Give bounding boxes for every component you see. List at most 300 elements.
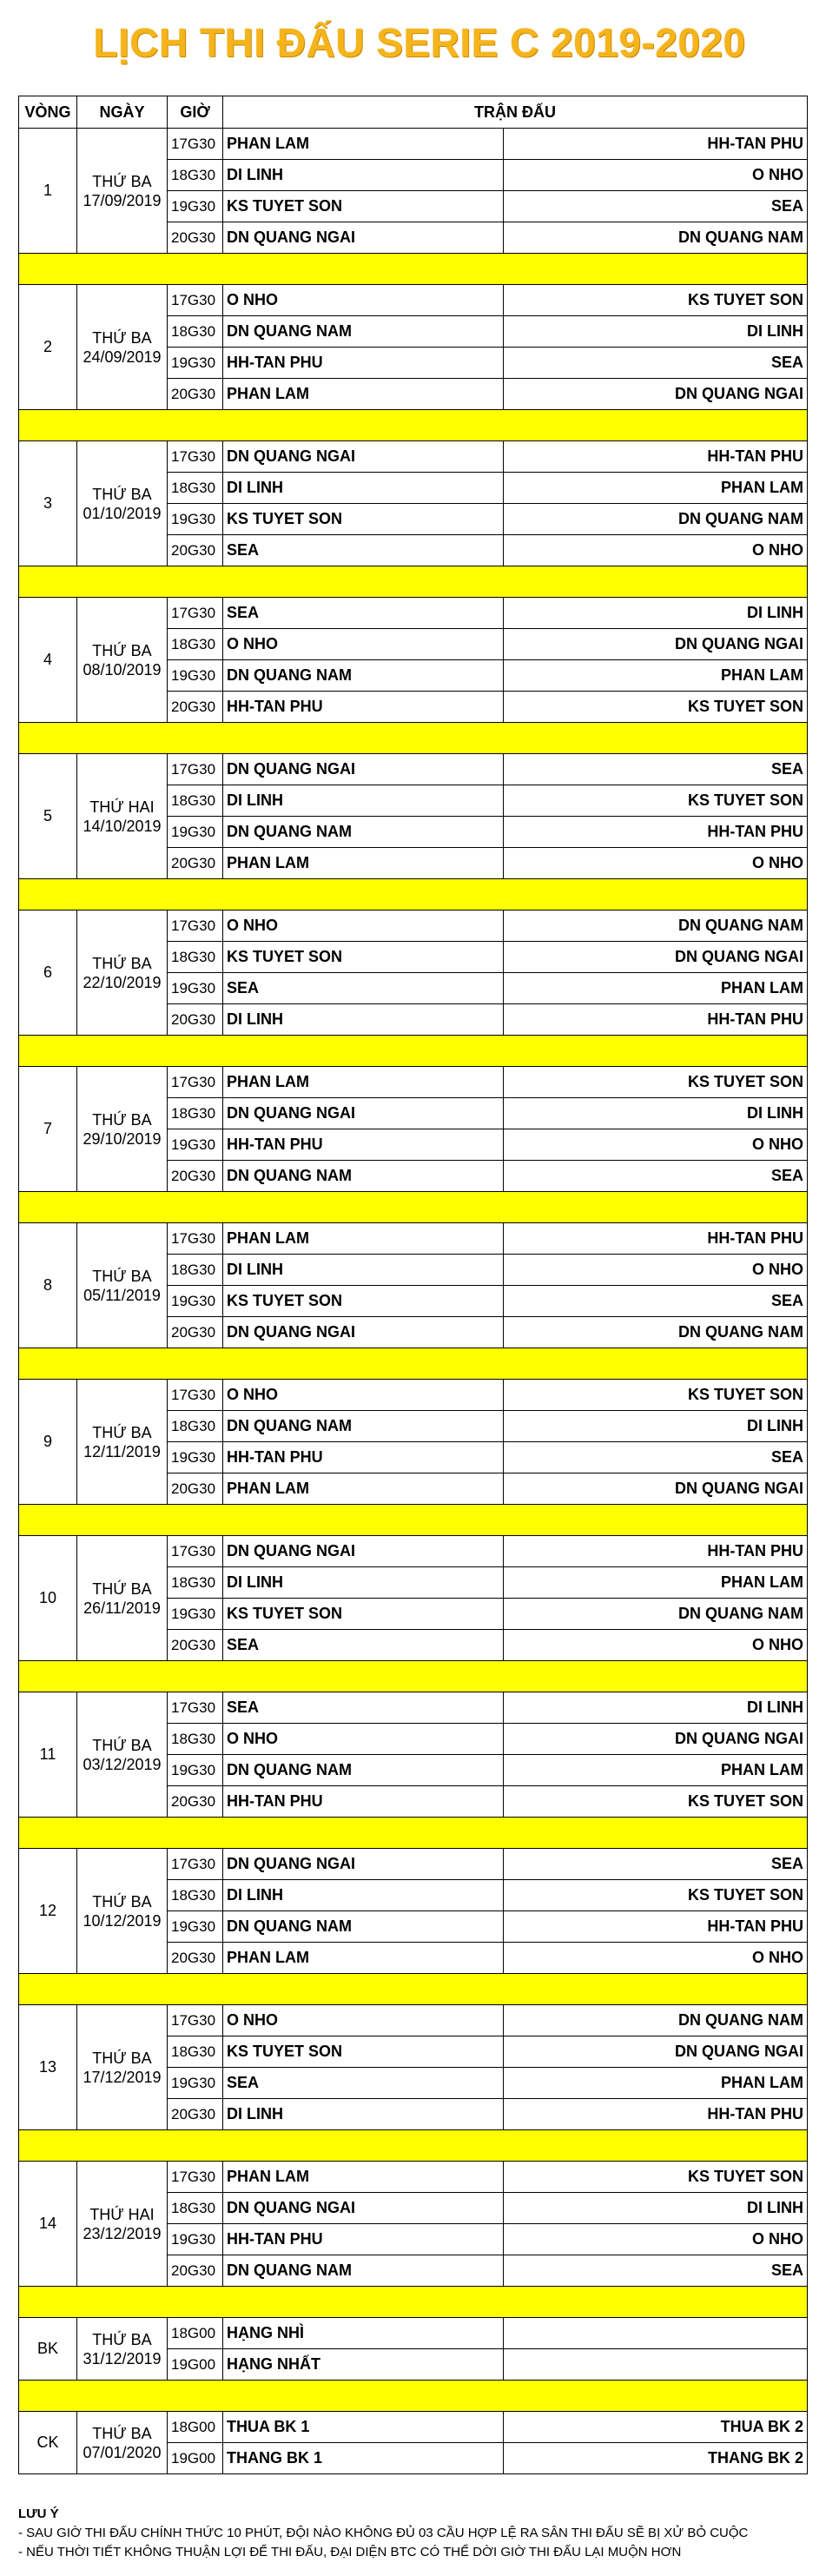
match-row — [19, 911, 808, 942]
match-row — [19, 598, 808, 629]
match-time: 17G30 — [168, 1849, 223, 1880]
match-time: 19G00 — [168, 2443, 223, 2474]
home-team: DN QUANG NAM — [223, 316, 504, 348]
match-time: 20G30 — [168, 692, 223, 723]
round-number: 9 — [19, 1380, 77, 1505]
weekday: THỨ BA — [92, 1736, 152, 1754]
weekday: THỨ BA — [92, 172, 152, 190]
home-team: HH-TAN PHU — [223, 1786, 504, 1818]
away-team: SEA — [504, 1849, 808, 1880]
match-time: 19G30 — [168, 504, 223, 535]
away-team: SEA — [504, 1161, 808, 1192]
home-team: PHAN LAM — [223, 2162, 504, 2193]
home-team: DN QUANG NAM — [223, 1411, 504, 1442]
home-team: SEA — [223, 1630, 504, 1661]
round-number: 14 — [19, 2162, 77, 2287]
round-separator — [19, 1974, 808, 2005]
match-time: 17G30 — [168, 129, 223, 160]
match-time: 19G30 — [168, 1599, 223, 1630]
round-date — [77, 441, 168, 566]
home-team: SEA — [223, 535, 504, 566]
home-team: DN QUANG NGAI — [223, 754, 504, 785]
away-team: SEA — [504, 1286, 808, 1317]
home-team: DN QUANG NGAI — [223, 2193, 504, 2224]
weekday: THỨ BA — [92, 1892, 152, 1910]
separator-cell — [19, 2381, 808, 2412]
home-team: PHAN LAM — [223, 1223, 504, 1255]
away-team: O NHO — [504, 1943, 808, 1974]
home-team: PHAN LAM — [223, 129, 504, 160]
round-separator — [19, 2381, 808, 2412]
home-team: SEA — [223, 1692, 504, 1724]
schedule-table — [18, 96, 808, 2474]
away-team: DI LINH — [504, 598, 808, 629]
match-row — [19, 1536, 808, 1567]
round-number: 10 — [19, 1536, 77, 1661]
separator-cell — [19, 254, 808, 285]
match-time: 20G30 — [168, 2099, 223, 2130]
away-team: PHAN LAM — [504, 1567, 808, 1599]
match-time: 18G30 — [168, 942, 223, 973]
home-team: HH-TAN PHU — [223, 1129, 504, 1161]
match-row — [19, 2412, 808, 2443]
weekday: THỨ BA — [92, 1110, 152, 1129]
match-time: 19G30 — [168, 1286, 223, 1317]
home-team: HẠNG NHÌ — [223, 2318, 504, 2349]
match-time: 18G30 — [168, 473, 223, 504]
away-team: HH-TAN PHU — [504, 129, 808, 160]
home-team: O NHO — [223, 1380, 504, 1411]
home-team: DN QUANG NGAI — [223, 1536, 504, 1567]
home-team: PHAN LAM — [223, 1943, 504, 1974]
match-row — [19, 441, 808, 473]
away-team: PHAN LAM — [504, 973, 808, 1004]
home-team: O NHO — [223, 2005, 504, 2036]
home-team: KS TUYET SON — [223, 942, 504, 973]
away-team: DI LINH — [504, 316, 808, 348]
date-value: 31/12/2019 — [83, 2349, 162, 2367]
home-team: PHAN LAM — [223, 379, 504, 410]
match-time: 18G30 — [168, 1724, 223, 1755]
away-team: KS TUYET SON — [504, 1067, 808, 1098]
away-team: O NHO — [504, 848, 808, 879]
away-team: O NHO — [504, 1255, 808, 1286]
match-time: 17G30 — [168, 1067, 223, 1098]
schedule-body — [19, 129, 808, 2474]
away-team: SEA — [504, 348, 808, 379]
away-team: KS TUYET SON — [504, 785, 808, 817]
round-number: 4 — [19, 598, 77, 723]
match-time: 17G30 — [168, 2162, 223, 2193]
match-time: 19G30 — [168, 2068, 223, 2099]
away-team — [504, 2318, 808, 2349]
date-value: 17/12/2019 — [83, 2068, 162, 2086]
home-team: SEA — [223, 973, 504, 1004]
match-time: 20G30 — [168, 1317, 223, 1348]
weekday: THỨ BA — [92, 1267, 152, 1285]
match-time: 19G30 — [168, 973, 223, 1004]
away-team: SEA — [504, 2255, 808, 2287]
round-separator — [19, 1348, 808, 1380]
round-date — [77, 1692, 168, 1818]
away-team: PHAN LAM — [504, 473, 808, 504]
round-date — [77, 2162, 168, 2287]
date-value: 10/12/2019 — [83, 1911, 162, 1930]
separator-cell — [19, 723, 808, 754]
match-time: 17G30 — [168, 1692, 223, 1724]
home-team: DI LINH — [223, 1004, 504, 1036]
match-time: 18G00 — [168, 2412, 223, 2443]
home-team: DI LINH — [223, 160, 504, 191]
match-time: 20G30 — [168, 848, 223, 879]
separator-cell — [19, 1974, 808, 2005]
date-value: 12/11/2019 — [83, 1442, 161, 1460]
date-value: 22/10/2019 — [83, 973, 162, 991]
round-date — [77, 2005, 168, 2130]
date-value: 14/10/2019 — [83, 817, 162, 835]
note-line: - SAU GIỜ THI ĐẤU CHÍNH THỨC 10 PHÚT, ĐỘI NÀO KHÔNG ĐỦ 03 CẦU HỢP LỆ RA SÂN THI ĐẤU SẼ BỊ XỬ BỎ CUỘC — [18, 2526, 749, 2540]
weekday: THỨ BA — [92, 2330, 152, 2348]
date-value: 08/10/2019 — [83, 660, 162, 679]
home-team: DN QUANG NAM — [223, 817, 504, 848]
round-separator — [19, 1192, 808, 1223]
home-team: DN QUANG NAM — [223, 2255, 504, 2287]
away-team: KS TUYET SON — [504, 692, 808, 723]
weekday: THỨ BA — [92, 641, 152, 659]
round-separator — [19, 566, 808, 598]
round-date — [77, 1223, 168, 1348]
away-team: HH-TAN PHU — [504, 1004, 808, 1036]
match-row — [19, 1692, 808, 1724]
separator-cell — [19, 1036, 808, 1067]
match-time: 17G30 — [168, 598, 223, 629]
round-date — [77, 2318, 168, 2381]
date-value: 01/10/2019 — [83, 504, 162, 522]
away-team: PHAN LAM — [504, 1755, 808, 1786]
date-value: 26/11/2019 — [83, 1599, 161, 1617]
weekday: THỨ HAI — [89, 2205, 155, 2223]
match-time: 17G30 — [168, 911, 223, 942]
match-row — [19, 1223, 808, 1255]
round-separator — [19, 410, 808, 441]
match-time: 20G30 — [168, 1630, 223, 1661]
away-team: SEA — [504, 1442, 808, 1473]
separator-cell — [19, 2130, 808, 2162]
weekday: THỨ BA — [92, 1423, 152, 1441]
match-time: 20G30 — [168, 1473, 223, 1505]
home-team: DI LINH — [223, 1255, 504, 1286]
weekday: THỨ BA — [92, 954, 152, 972]
date-value: 07/01/2020 — [83, 2443, 162, 2461]
away-team: PHAN LAM — [504, 660, 808, 692]
match-row — [19, 1067, 808, 1098]
away-team: DI LINH — [504, 2193, 808, 2224]
match-time: 19G30 — [168, 1129, 223, 1161]
round-separator — [19, 2287, 808, 2318]
home-team: HẠNG NHẤT — [223, 2349, 504, 2381]
home-team: KS TUYET SON — [223, 1599, 504, 1630]
separator-cell — [19, 1348, 808, 1380]
away-team: O NHO — [504, 160, 808, 191]
match-time: 20G30 — [168, 379, 223, 410]
match-row — [19, 129, 808, 160]
weekday: THỨ BA — [92, 1579, 152, 1598]
date-value: 05/11/2019 — [83, 1286, 161, 1304]
notes — [18, 2505, 817, 2562]
away-team: DN QUANG NAM — [504, 1599, 808, 1630]
match-time: 19G30 — [168, 1442, 223, 1473]
home-team: SEA — [223, 2068, 504, 2099]
round-separator — [19, 254, 808, 285]
away-team: DI LINH — [504, 1411, 808, 1442]
match-time: 19G30 — [168, 660, 223, 692]
away-team: KS TUYET SON — [504, 1380, 808, 1411]
separator-cell — [19, 566, 808, 598]
home-team: HH-TAN PHU — [223, 348, 504, 379]
match-time: 19G30 — [168, 2224, 223, 2255]
round-number: 11 — [19, 1692, 77, 1818]
header-time: GIỜ — [168, 96, 223, 129]
separator-cell — [19, 410, 808, 441]
match-time: 17G30 — [168, 754, 223, 785]
home-team: HH-TAN PHU — [223, 692, 504, 723]
away-team: DN QUANG NAM — [504, 2005, 808, 2036]
round-date — [77, 129, 168, 254]
match-time: 20G30 — [168, 1161, 223, 1192]
round-number: 12 — [19, 1849, 77, 1974]
home-team: DN QUANG NAM — [223, 1161, 504, 1192]
home-team: DN QUANG NGAI — [223, 1098, 504, 1129]
home-team: SEA — [223, 598, 504, 629]
match-row — [19, 1380, 808, 1411]
match-time: 19G30 — [168, 1911, 223, 1943]
round-number: 13 — [19, 2005, 77, 2130]
home-team: O NHO — [223, 629, 504, 660]
separator-cell — [19, 1818, 808, 1849]
header-date: NGÀY — [77, 96, 168, 129]
date-value: 03/12/2019 — [83, 1755, 162, 1773]
round-date — [77, 598, 168, 723]
match-time: 17G30 — [168, 441, 223, 473]
round-separator — [19, 2130, 808, 2162]
round-date — [77, 285, 168, 410]
away-team: PHAN LAM — [504, 2068, 808, 2099]
match-time: 18G00 — [168, 2318, 223, 2349]
match-row — [19, 1849, 808, 1880]
away-team: SEA — [504, 191, 808, 222]
weekday: THỨ BA — [92, 2049, 152, 2067]
match-time: 18G30 — [168, 1411, 223, 1442]
match-time: 19G30 — [168, 191, 223, 222]
date-value: 17/09/2019 — [83, 191, 162, 209]
match-time: 20G30 — [168, 1786, 223, 1818]
home-team: HH-TAN PHU — [223, 2224, 504, 2255]
away-team: O NHO — [504, 1129, 808, 1161]
home-team: DN QUANG NAM — [223, 1911, 504, 1943]
away-team: O NHO — [504, 1630, 808, 1661]
date-value: 24/09/2019 — [83, 348, 162, 366]
page-title: LỊCH THI ĐẤU SERIE C 2019-2020 — [93, 20, 746, 65]
weekday: THỨ BA — [92, 485, 152, 503]
weekday: THỨ BA — [92, 328, 152, 347]
separator-cell — [19, 879, 808, 911]
round-number: 1 — [19, 129, 77, 254]
away-team: HH-TAN PHU — [504, 1911, 808, 1943]
match-time: 17G30 — [168, 1536, 223, 1567]
match-time: 17G30 — [168, 2005, 223, 2036]
match-time: 20G30 — [168, 222, 223, 254]
away-team: DN QUANG NGAI — [504, 629, 808, 660]
away-team: DN QUANG NAM — [504, 911, 808, 942]
match-time: 20G30 — [168, 535, 223, 566]
separator-cell — [19, 1505, 808, 1536]
home-team: KS TUYET SON — [223, 1286, 504, 1317]
away-team: KS TUYET SON — [504, 1786, 808, 1818]
home-team: DI LINH — [223, 1880, 504, 1911]
weekday: THỨ BA — [92, 2424, 152, 2442]
match-time: 18G30 — [168, 1098, 223, 1129]
round-date — [77, 1849, 168, 1974]
away-team: DN QUANG NAM — [504, 222, 808, 254]
round-number: 8 — [19, 1223, 77, 1348]
home-team: DN QUANG NGAI — [223, 441, 504, 473]
round-date — [77, 754, 168, 879]
round-number: 7 — [19, 1067, 77, 1192]
match-time: 18G30 — [168, 316, 223, 348]
round-separator — [19, 1818, 808, 1849]
away-team: SEA — [504, 754, 808, 785]
match-time: 18G30 — [168, 1567, 223, 1599]
date-value: 23/12/2019 — [83, 2224, 162, 2242]
match-time: 20G30 — [168, 2255, 223, 2287]
home-team: DI LINH — [223, 785, 504, 817]
away-team: HH-TAN PHU — [504, 2099, 808, 2130]
match-time: 19G00 — [168, 2349, 223, 2381]
away-team: O NHO — [504, 535, 808, 566]
home-team: O NHO — [223, 911, 504, 942]
match-time: 18G30 — [168, 785, 223, 817]
match-time: 19G30 — [168, 348, 223, 379]
away-team: KS TUYET SON — [504, 1880, 808, 1911]
away-team: DN QUANG NAM — [504, 1317, 808, 1348]
header-row — [19, 96, 808, 129]
match-time: 18G30 — [168, 2193, 223, 2224]
home-team: DN QUANG NGAI — [223, 222, 504, 254]
match-time: 20G30 — [168, 1004, 223, 1036]
round-date — [77, 1380, 168, 1505]
away-team: KS TUYET SON — [504, 285, 808, 316]
date-value: 29/10/2019 — [83, 1129, 162, 1148]
home-team: DI LINH — [223, 1567, 504, 1599]
away-team: KS TUYET SON — [504, 2162, 808, 2193]
home-team: DN QUANG NGAI — [223, 1317, 504, 1348]
home-team: THUA BK 1 — [223, 2412, 504, 2443]
separator-cell — [19, 1192, 808, 1223]
match-time: 18G30 — [168, 1255, 223, 1286]
round-date — [77, 1536, 168, 1661]
home-team: O NHO — [223, 285, 504, 316]
away-team: DI LINH — [504, 1098, 808, 1129]
weekday: THỨ HAI — [89, 798, 155, 816]
match-time: 20G30 — [168, 1943, 223, 1974]
away-team: HH-TAN PHU — [504, 817, 808, 848]
match-row — [19, 2005, 808, 2036]
match-time: 18G30 — [168, 160, 223, 191]
away-team: DN QUANG NAM — [504, 504, 808, 535]
round-separator — [19, 879, 808, 911]
match-time: 19G30 — [168, 817, 223, 848]
match-time: 18G30 — [168, 2036, 223, 2068]
match-row — [19, 285, 808, 316]
header-match: TRẬN ĐẤU — [223, 96, 808, 129]
match-row — [19, 2318, 808, 2349]
home-team: DI LINH — [223, 2099, 504, 2130]
match-time: 18G30 — [168, 629, 223, 660]
home-team: DN QUANG NAM — [223, 1755, 504, 1786]
home-team: DN QUANG NAM — [223, 660, 504, 692]
home-team: DN QUANG NGAI — [223, 1849, 504, 1880]
round-date — [77, 911, 168, 1036]
round-number: BK — [19, 2318, 77, 2381]
notes-title: LƯU Ý — [18, 2506, 59, 2521]
round-number: CK — [19, 2412, 77, 2474]
match-time: 17G30 — [168, 1380, 223, 1411]
away-team: O NHO — [504, 2224, 808, 2255]
away-team: DI LINH — [504, 1692, 808, 1724]
round-separator — [19, 1661, 808, 1692]
round-separator — [19, 1036, 808, 1067]
home-team: KS TUYET SON — [223, 504, 504, 535]
round-number: 5 — [19, 754, 77, 879]
away-team: THANG BK 2 — [504, 2443, 808, 2474]
away-team: DN QUANG NGAI — [504, 379, 808, 410]
away-team: HH-TAN PHU — [504, 1223, 808, 1255]
round-date — [77, 1067, 168, 1192]
match-time: 19G30 — [168, 1755, 223, 1786]
away-team: DN QUANG NGAI — [504, 1724, 808, 1755]
home-team: PHAN LAM — [223, 848, 504, 879]
home-team: DI LINH — [223, 473, 504, 504]
home-team: HH-TAN PHU — [223, 1442, 504, 1473]
match-time: 17G30 — [168, 1223, 223, 1255]
match-row — [19, 2162, 808, 2193]
separator-cell — [19, 1661, 808, 1692]
header-round: VÒNG — [19, 96, 77, 129]
round-separator — [19, 723, 808, 754]
away-team: DN QUANG NGAI — [504, 942, 808, 973]
match-time: 17G30 — [168, 285, 223, 316]
away-team: HH-TAN PHU — [504, 441, 808, 473]
away-team: THUA BK 2 — [504, 2412, 808, 2443]
round-number: 3 — [19, 441, 77, 566]
home-team: THANG BK 1 — [223, 2443, 504, 2474]
home-team: O NHO — [223, 1724, 504, 1755]
away-team: HH-TAN PHU — [504, 1536, 808, 1567]
away-team: DN QUANG NGAI — [504, 2036, 808, 2068]
match-row — [19, 754, 808, 785]
round-number: 2 — [19, 285, 77, 410]
away-team — [504, 2349, 808, 2381]
note-line: - NẾU THỜI TIẾT KHÔNG THUẬN LỢI ĐỂ THI ĐẤU, ĐẠI DIỆN BTC CÓ THỂ DỜI GIỜ THI ĐẤU LẠI MUỘN HƠN — [18, 2545, 682, 2559]
round-number: 6 — [19, 911, 77, 1036]
away-team: DN QUANG NGAI — [504, 1473, 808, 1505]
separator-cell — [19, 2287, 808, 2318]
home-team: KS TUYET SON — [223, 2036, 504, 2068]
round-separator — [19, 1505, 808, 1536]
home-team: PHAN LAM — [223, 1473, 504, 1505]
home-team: KS TUYET SON — [223, 191, 504, 222]
round-date — [77, 2412, 168, 2474]
